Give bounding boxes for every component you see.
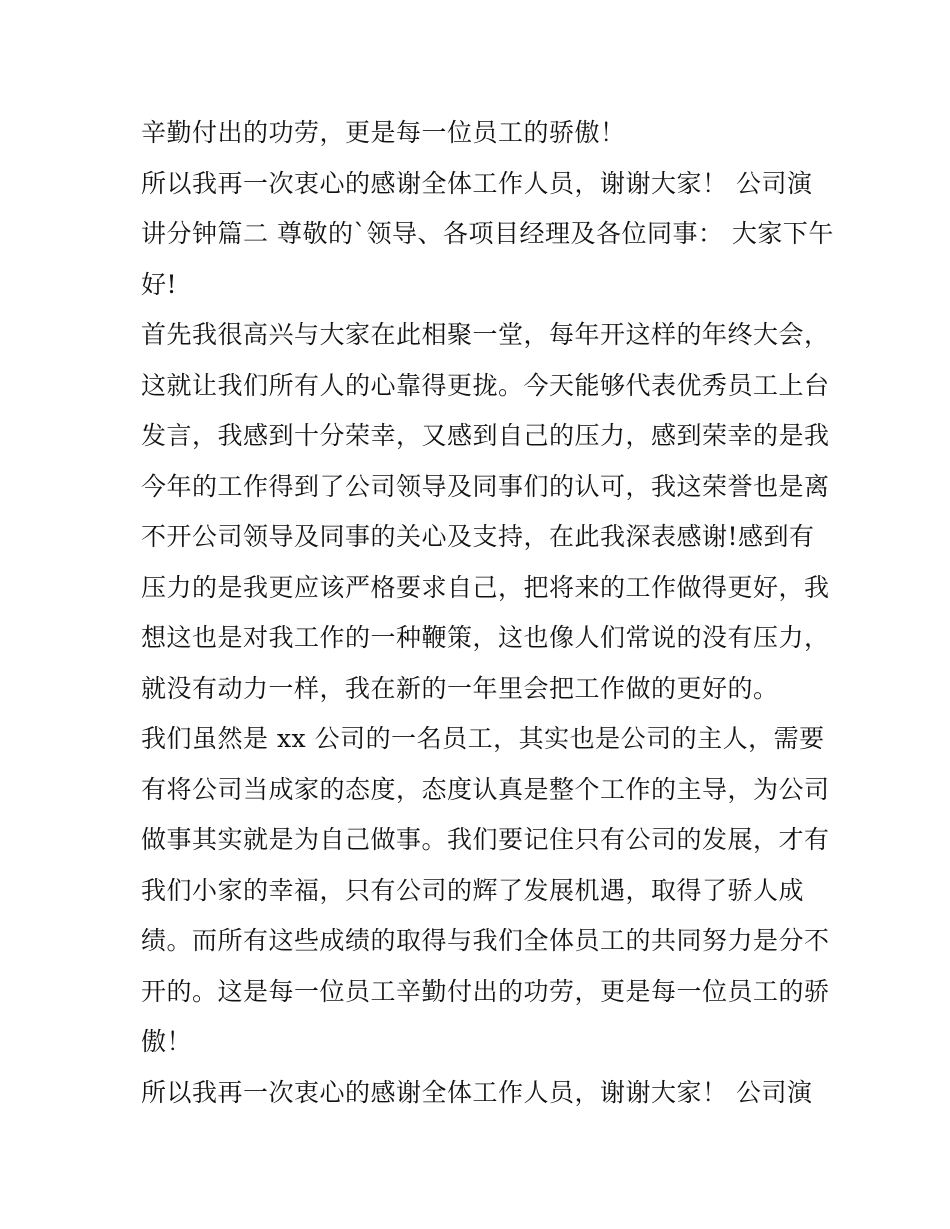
text-line: 讲分钟篇二 尊敬的`领导、各项目经理及各位同事： 大家下午 (141, 219, 834, 248)
text-line: 所以我再一次衷心的感谢全体工作人员，谢谢大家！ 公司演 (141, 168, 813, 198)
text-line: 所以我再一次衷心的感谢全体工作人员，谢谢大家！ 公司演 (141, 1077, 813, 1107)
text-line: 就没有动力一样，我在新的一年里会把工作做的更好的。 (141, 673, 779, 703)
text-line: 不开公司领导及同事的关心及支持，在此我深表感谢!感到有 (141, 522, 815, 551)
text-line: 这就让我们所有人的心靠得更拢。今天能够代表优秀员工上台 (141, 370, 830, 400)
text-line: 想这也是对我工作的一种鞭策，这也像人们常说的没有压力， (141, 623, 830, 652)
body-text (141, 108, 834, 1118)
text-line: 有将公司当成家的态度，态度认真是整个工作的主导，为公司 (141, 774, 830, 804)
text-line: 傲！ (141, 1027, 193, 1056)
text-line: 压力的是我更应该严格要求自己，把将来的工作做得更好，我 (141, 572, 830, 602)
text-line: 辛勤付出的功劳，更是每一位员工的骄傲！ (141, 118, 626, 147)
text-line: 好! (141, 269, 178, 299)
text-line: 做事其实就是为自己做事。我们要记住只有公司的发展，才有 (141, 825, 830, 854)
text-line: 开的。这是每一位员工辛勤付出的功劳，更是每一位员工的骄 (141, 976, 830, 1006)
text-line: 我们虽然是 xx 公司的一名员工，其实也是公司的主人，需要 (141, 724, 825, 753)
text-line: 我们小家的幸福，只有公司的辉了发展机遇，取得了骄人成 (141, 875, 805, 905)
text-line: 发言，我感到十分荣幸，又感到自己的压力，感到荣幸的是我 (141, 421, 830, 450)
text-line: 首先我很高兴与大家在此相聚一堂，每年开这样的年终大会， (141, 320, 830, 349)
text-line: 今年的工作得到了公司领导及同事们的认可，我这荣誉也是离 (141, 471, 830, 501)
text-line: 绩。而所有这些成绩的取得与我们全体员工的共同努力是分不 (141, 926, 830, 955)
